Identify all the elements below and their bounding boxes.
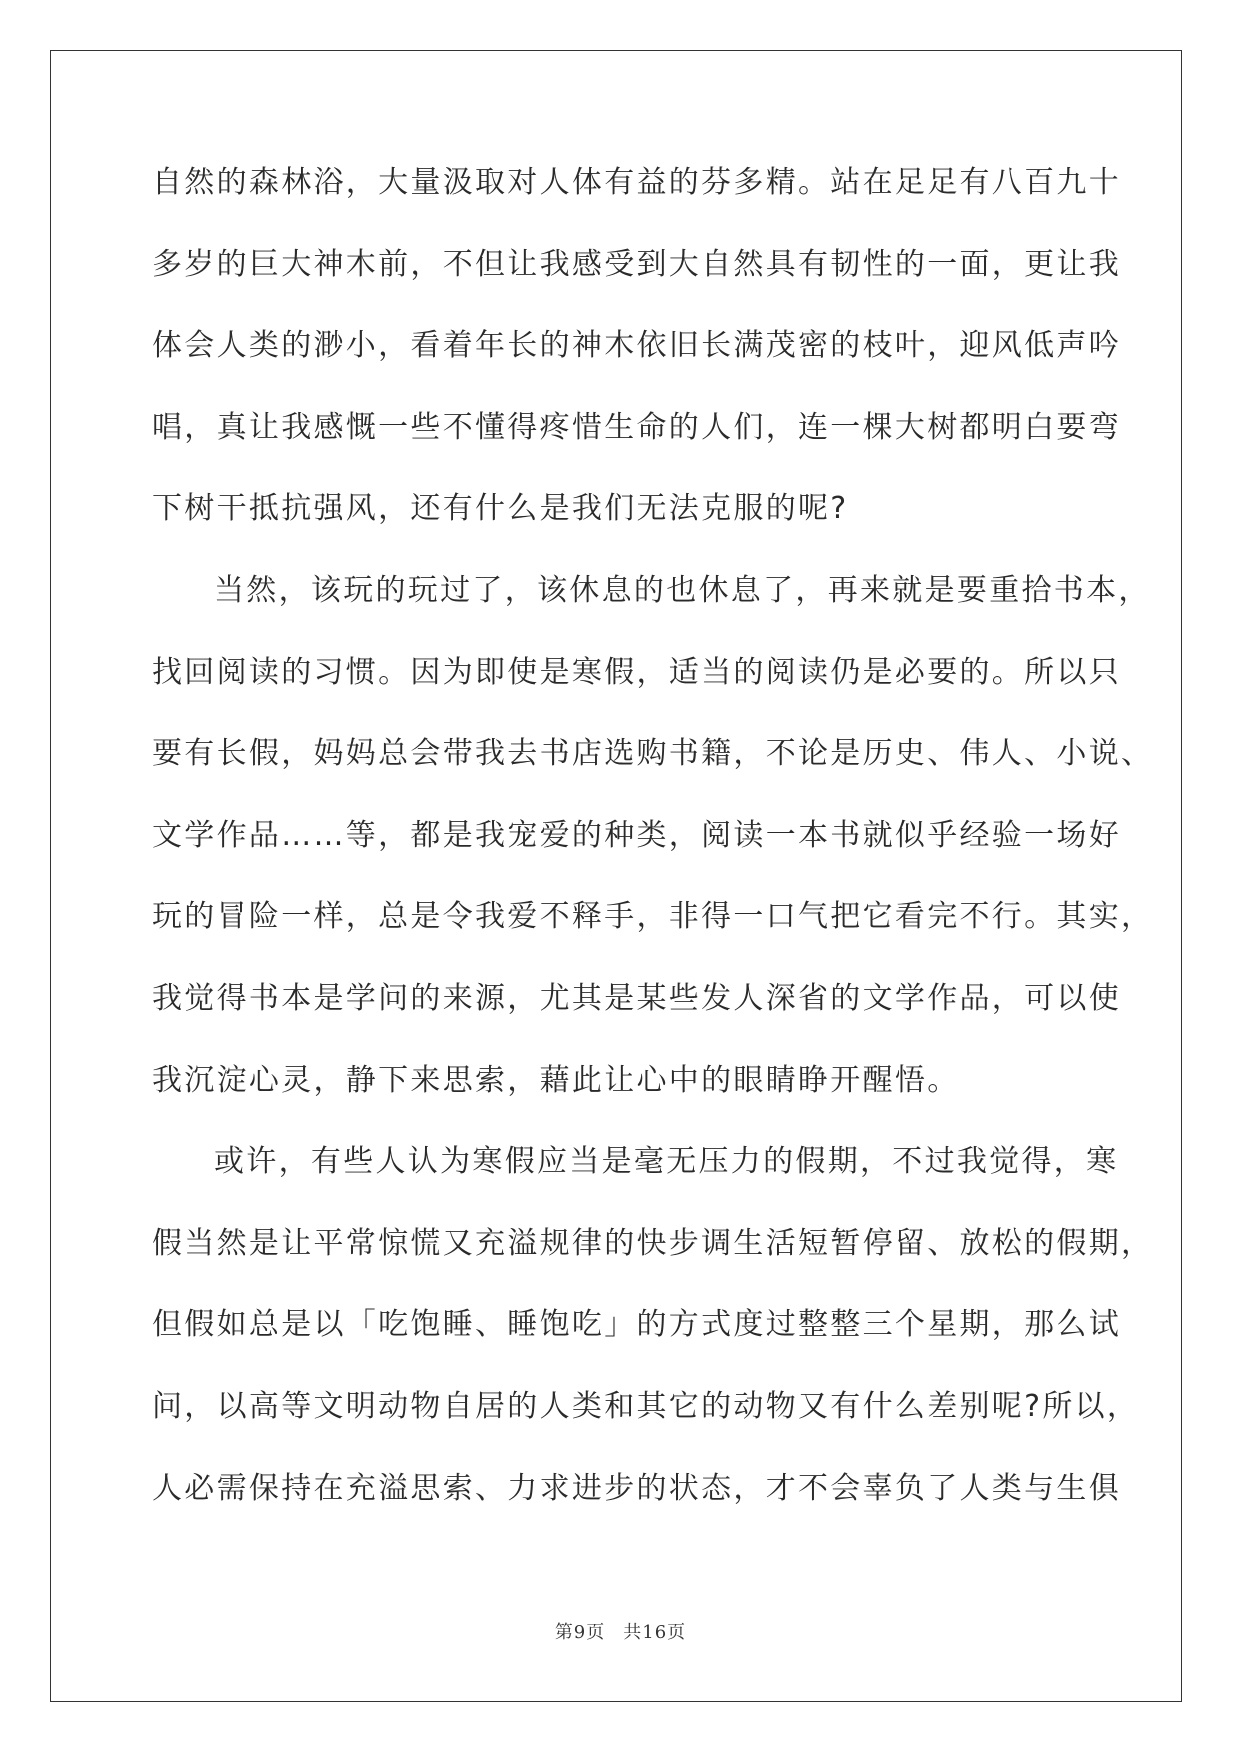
text-line: 玩的冒险一样，总是令我爱不释手，非得一口气把它看完不行。其实， <box>152 899 1154 935</box>
text-line: 但假如总是以「吃饱睡、睡饱吃」的方式度过整整三个星期，那么试 <box>152 1307 1121 1343</box>
text-line: 我沉淀心灵，静下来思索，藉此让心中的眼睛睁开醒悟。 <box>152 1062 960 1098</box>
text-line: 自然的森林浴，大量汲取对人体有益的芬多精。站在足足有八百九十 <box>152 165 1121 200</box>
text-line: 假当然是让平常惊慌又充溢规律的快步调生活短暂停留、放松的假期， <box>152 1225 1154 1261</box>
text-line: 人必需保持在充溢思索、力求进步的状态，才不会辜负了人类与生俱 <box>152 1470 1121 1506</box>
text-line: 文学作品……等，都是我宠爱的种类，阅读一本书就似乎经验一场好 <box>152 817 1121 853</box>
text-line: 我觉得书本是学问的来源，尤其是某些发人深省的文学作品，可以使 <box>152 980 1121 1016</box>
text-line: 唱，真让我感慨一些不懂得疼惜生命的人们，连一棵大树都明白要弯 <box>152 409 1121 445</box>
text-line: 下树干抵抗强风，还有什么是我们无法克服的呢? <box>152 491 849 527</box>
text-line: 体会人类的渺小，看着年长的神木依旧长满茂密的枝叶，迎风低声吟 <box>152 328 1121 364</box>
text-line: 找回阅读的习惯。因为即使是寒假，适当的阅读仍是必要的。所以只 <box>152 654 1121 690</box>
text-line: 或许，有些人认为寒假应当是毫无压力的假期，不过我觉得，寒 <box>214 1144 1119 1180</box>
page-total: 共16页 <box>623 1622 687 1643</box>
page-number: 第9页 <box>554 1622 606 1643</box>
text-line: 多岁的巨大神木前，不但让我感受到大自然具有韧性的一面，更让我 <box>152 246 1121 282</box>
text-line: 当然，该玩的玩过了，该休息的也休息了，再来就是要重拾书本， <box>214 572 1151 608</box>
text-line: 要有长假，妈妈总会带我去书店选购书籍，不论是历史、伟人、小说、 <box>152 736 1154 772</box>
page-footer <box>0 1618 1241 1644</box>
text-line: 问，以高等文明动物自居的人类和其它的动物又有什么差别呢?所以， <box>152 1388 1140 1424</box>
document-body <box>152 158 1154 1545</box>
